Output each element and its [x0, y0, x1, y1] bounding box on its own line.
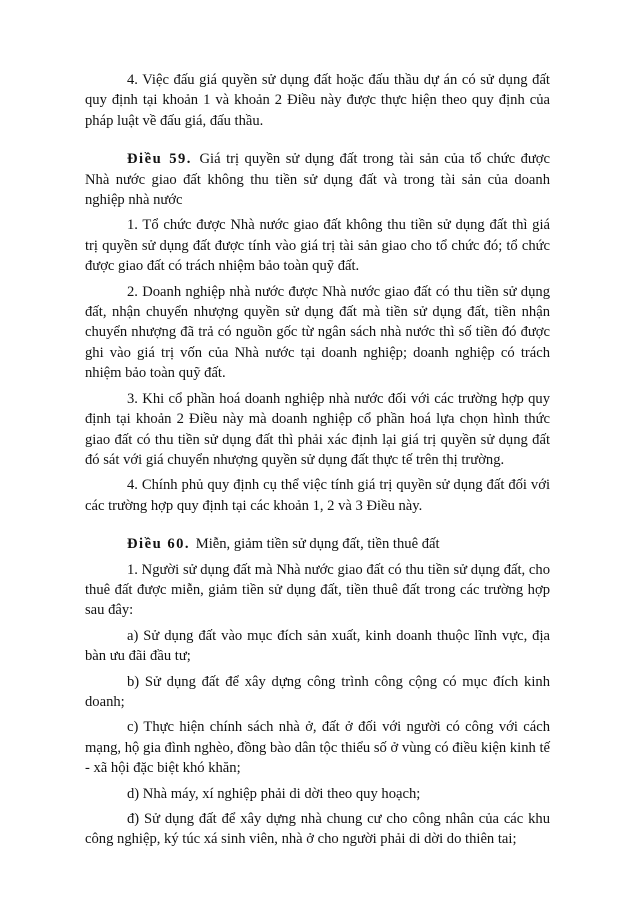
clause-60-1d: d) Nhà máy, xí nghiệp phải di dời theo quy hoạch;: [127, 785, 421, 802]
article-59-label: Điều 59.: [127, 151, 192, 168]
clause-59-3: 3. Khi cổ phần hoá doanh nghiệp nhà nước đối với các trường hợp quy định tại khoản 2 Điều này mà doanh nghiệp cổ phần hoá lựa chọn hình thức giao đất có thu tiền sử dụng đất thì phải xác định lại giá trị quyền sử dụng đất đó sát với giá chuyển nhượng quyền sử dụng đất thực tế trên thị trường.: [85, 390, 550, 468]
clause-60-1dd: đ) Sử dụng đất để xây dựng nhà chung cư cho công nhân của các khu công nghiệp, ký túc xá sinh viên, nhà ở cho người phải di dời do thiên tai;: [85, 811, 550, 848]
article-60-heading: [85, 534, 550, 554]
article-59-title: Giá trị quyền sử dụng đất trong tài sản của tổ chức được Nhà nước giao đất không thu tiền sử dụng đất và trong tài sản của doanh nghiệp nhà nước: [85, 151, 551, 209]
clause-60-1: 1. Người sử dụng đất mà Nhà nước giao đất có thu tiền sử dụng đất, cho thuê đất được miễn, giảm tiền sử dụng đất, tiền thuê đất trong các trường hợp sau đây:: [85, 561, 550, 619]
article-59-heading: [85, 149, 550, 210]
clause-60-1a: a) Sử dụng đất vào mục đích sản xuất, kinh doanh thuộc lĩnh vực, địa bàn ưu đãi đầu tư;: [85, 627, 550, 665]
clause-60-1c: c) Thực hiện chính sách nhà ở, đất ở đối với người có công với cách mạng, hộ gia đình nghèo, đồng bào dân tộc thiểu số ở vùng có điều kiện kinh tế - xã hội đặc biệt khó khăn;: [85, 719, 550, 777]
clause-59-1: 1. Tổ chức được Nhà nước giao đất không thu tiền sử dụng đất thì giá trị quyền sử dụng đất được tính vào giá trị tài sản giao cho tổ chức đó; tổ chức được giao đất có trách nhiệm bảo toàn quỹ đất.: [85, 217, 550, 275]
clause-59-2: 2. Doanh nghiệp nhà nước được Nhà nước giao đất có thu tiền sử dụng đất, nhận chuyển nhượng quyền sử dụng đất mà tiền sử dụng đất, tiền nhận chuyển nhượng đã trả có nguồn gốc từ ngân sách nhà nước thì số tiền đó được ghi vào giá trị vốn của Nhà nước tại doanh nghiệp; doanh nghiệp có trách nhiệm bảo toàn quỹ đất.: [85, 283, 550, 382]
article-60-label: Điều 60.: [127, 536, 191, 553]
clause-60-1b: b) Sử dụng đất để xây dựng công trình công cộng có mục đích kinh doanh;: [85, 673, 550, 710]
article-60-title: Miễn, giảm tiền sử dụng đất, tiền thuê đất: [195, 536, 440, 553]
clause-58-4: 4. Việc đấu giá quyền sử dụng đất hoặc đấu thầu dự án có sử dụng đất quy định tại khoản 1 và khoản 2 Điều này được thực hiện theo quy định của pháp luật về đấu giá, đấu thầu.: [85, 72, 550, 129]
clause-59-4: 4. Chính phủ quy định cụ thể việc tính giá trị quyền sử dụng đất đối với các trường hợp quy định tại các khoản 1, 2 và 3 Điều này.: [85, 477, 550, 514]
